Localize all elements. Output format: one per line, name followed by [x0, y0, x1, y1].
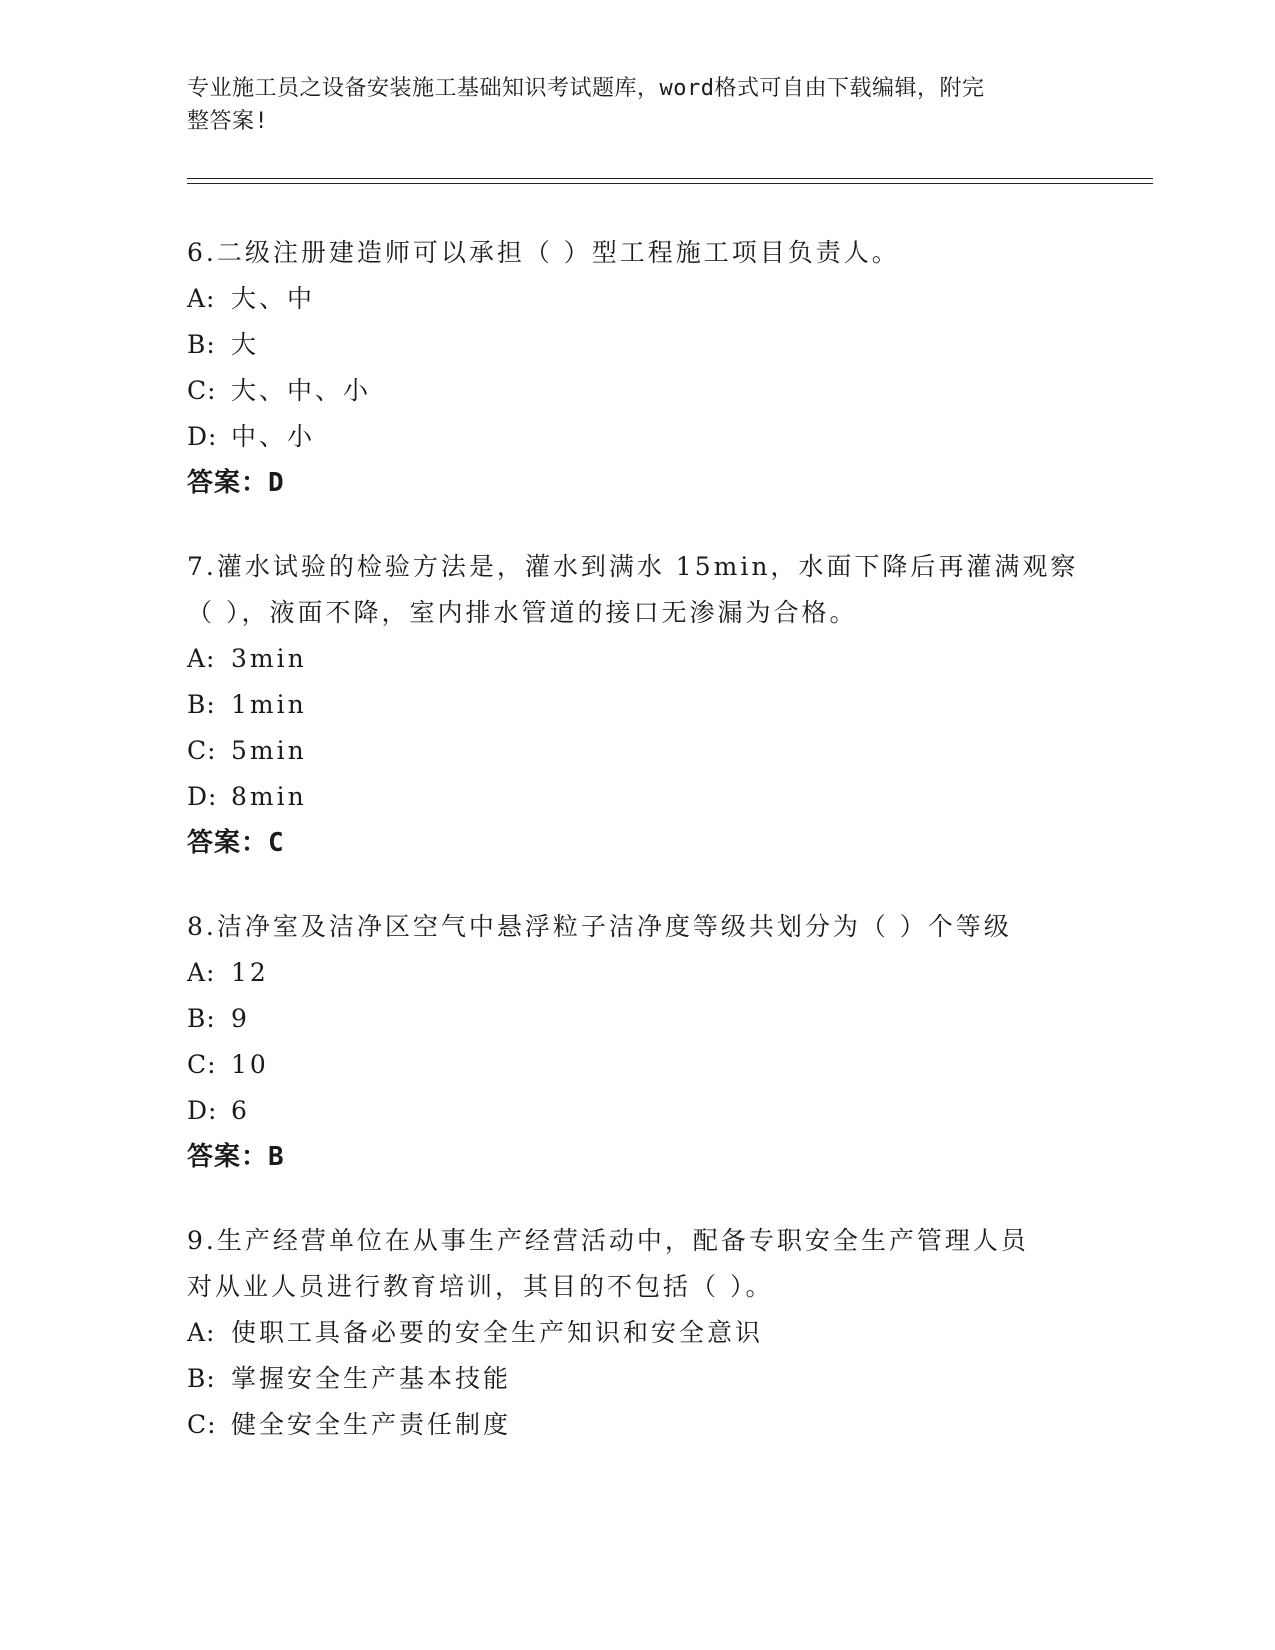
option-key: B: [187, 330, 216, 359]
option-key: C: [187, 736, 217, 765]
option-key: A: [187, 644, 216, 673]
option-text: 大 [231, 330, 260, 359]
option-key: D: [187, 782, 218, 811]
option-key: B: [187, 1364, 216, 1393]
question-list [187, 230, 1087, 1486]
answer-option [187, 1402, 1087, 1448]
option-key: C: [187, 376, 217, 405]
answer-option [187, 276, 1087, 322]
answer-key: 答案：C [187, 828, 285, 858]
question-stem: 6.二级注册建造师可以承担（ ）型工程施工项目负责人。 [187, 238, 900, 267]
option-text: 健全安全生产责任制度 [231, 1410, 512, 1439]
option-text: 大、中、小 [231, 376, 372, 405]
option-key: A: [187, 958, 216, 987]
option-key: D: [187, 1096, 218, 1125]
answer-option [187, 1088, 1087, 1134]
option-key: C: [187, 1410, 217, 1439]
option-key: C: [187, 1050, 217, 1079]
answer-option [187, 728, 1087, 774]
question-block [187, 1218, 1087, 1448]
option-text: 5min [231, 736, 307, 765]
option-text: 掌握安全生产基本技能 [231, 1364, 512, 1393]
question-stem: 9.生产经营单位在从事生产经营活动中，配备专职安全生产管理人员 [187, 1226, 1029, 1255]
option-text: 1min [231, 690, 307, 719]
answer-option [187, 682, 1087, 728]
option-key: B: [187, 1004, 216, 1033]
option-text: 3min [231, 644, 307, 673]
answer-option [187, 322, 1087, 368]
option-text: 10 [231, 1050, 269, 1079]
answer-option [187, 1310, 1087, 1356]
option-key: A: [187, 284, 216, 313]
option-key: A: [187, 1318, 216, 1347]
option-text: 中、小 [231, 422, 316, 451]
header-line-2: 整答案! [187, 109, 269, 134]
header-line-1: 专业施工员之设备安装施工基础知识考试题库，word格式可自由下载编辑，附完 [187, 76, 985, 101]
question-stem: 对从业人员进行教育培训，其目的不包括（ ）。 [187, 1272, 774, 1301]
option-text: 使职工具备必要的安全生产知识和安全意识 [231, 1318, 764, 1347]
option-text: 大、中 [231, 284, 316, 313]
option-text: 8min [231, 782, 307, 811]
question-stem: 7.灌水试验的检验方法是，灌水到满水 15min，水面下降后再灌满观察 [187, 552, 1079, 581]
question-stem: 8.洁净室及洁净区空气中悬浮粒子洁净度等级共划分为（ ）个等级 [187, 912, 1012, 941]
answer-option [187, 368, 1087, 414]
option-text: 6 [231, 1096, 250, 1125]
answer-option [187, 636, 1087, 682]
option-key: D: [187, 422, 218, 451]
header-divider-top [187, 178, 1153, 179]
question-block [187, 904, 1087, 1180]
answer-option [187, 1356, 1087, 1402]
option-text: 9 [231, 1004, 250, 1033]
question-block [187, 230, 1087, 506]
answer-option [187, 996, 1087, 1042]
answer-option [187, 774, 1087, 820]
question-stem: （ ），液面不降，室内排水管道的接口无渗漏为合格。 [187, 598, 858, 627]
option-text: 12 [231, 958, 269, 987]
answer-key: 答案：B [187, 1142, 285, 1172]
answer-option [187, 414, 1087, 460]
header-divider-bottom [187, 183, 1153, 184]
option-key: B: [187, 690, 216, 719]
answer-option [187, 950, 1087, 996]
answer-key: 答案：D [187, 468, 285, 498]
document-header [187, 72, 1067, 138]
question-block [187, 544, 1087, 866]
answer-option [187, 1042, 1087, 1088]
